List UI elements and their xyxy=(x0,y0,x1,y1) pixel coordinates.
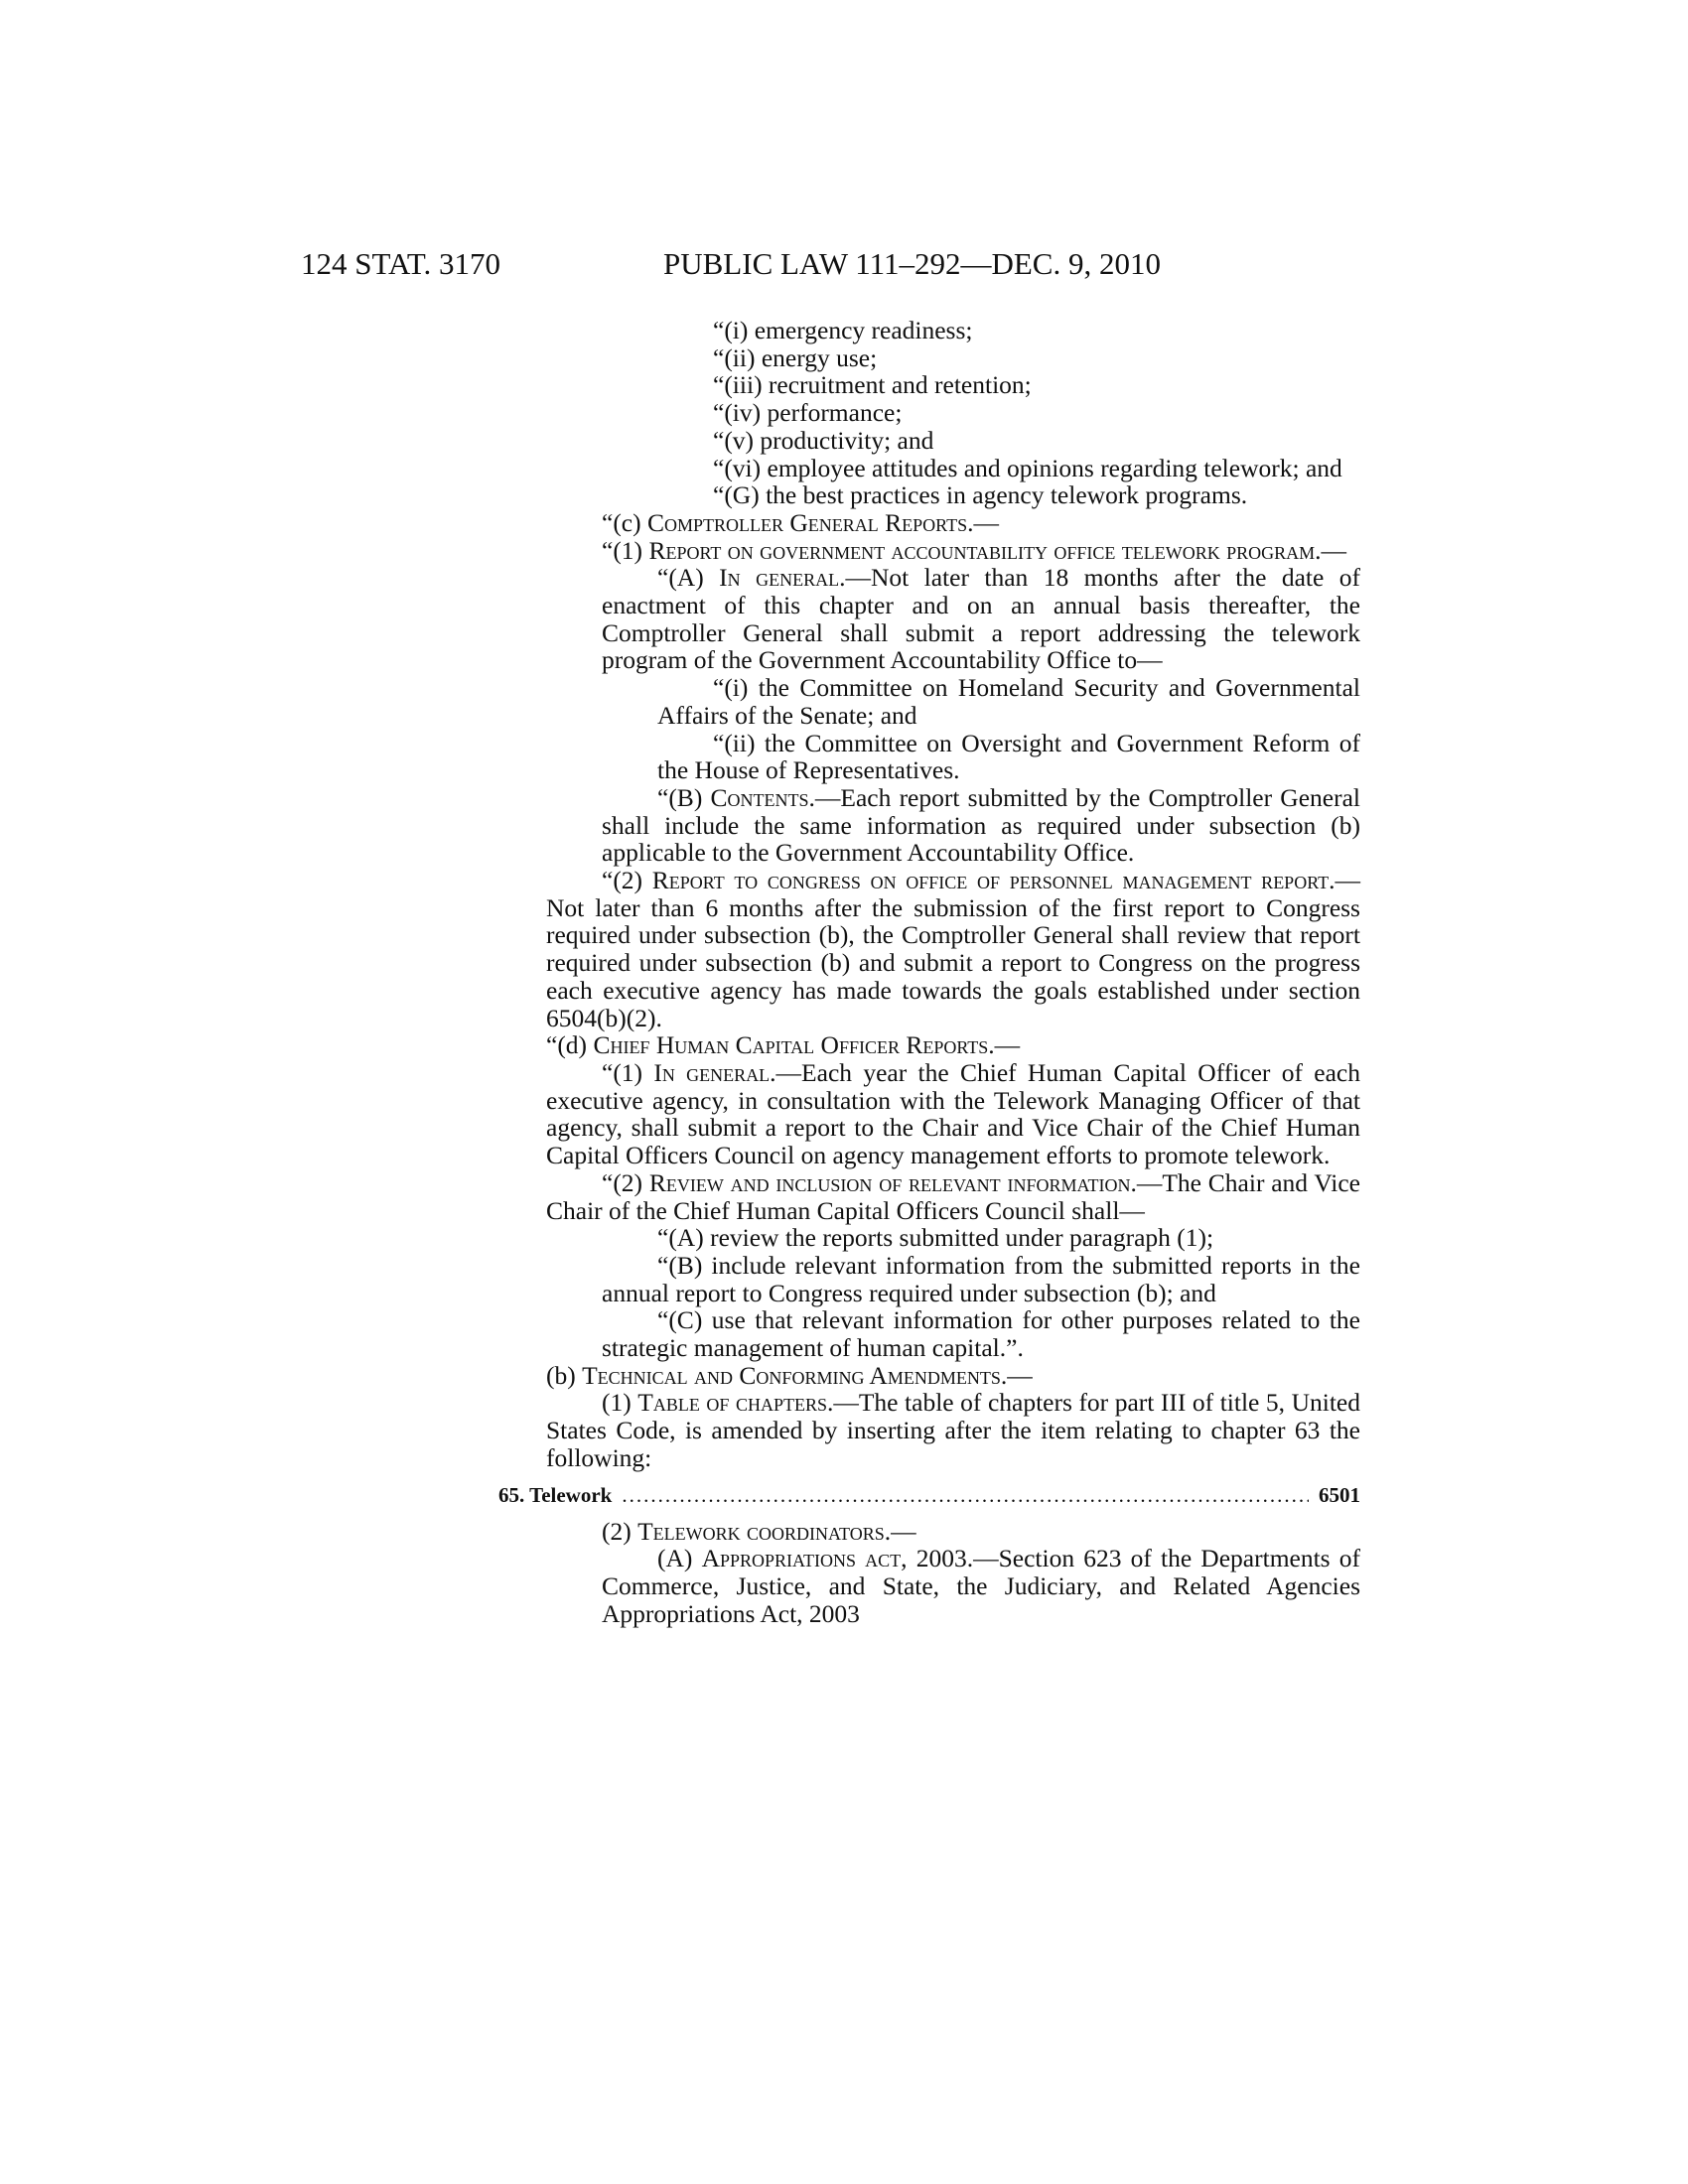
document-body xyxy=(498,316,1361,1628)
paragraph-heading: In general. xyxy=(653,1057,776,1087)
paragraph-text: “(A) review the reports submitted under paragraph (1); xyxy=(657,1223,1214,1253)
paragraph-text: “(v) productivity; and xyxy=(713,425,934,455)
paragraph-heading: Report to congress on office of personnel management report. xyxy=(651,866,1336,895)
paragraph-text: —Each report submitted by the Comptroller General shall include the same information as required under subsection (b) applicable to the Government Accountability Office. xyxy=(602,782,1360,868)
paragraph-text: Comptroller General Reports.— xyxy=(647,507,999,537)
paragraph xyxy=(546,427,1360,455)
paragraph-text: “(iii) recruitment and retention; xyxy=(713,370,1032,400)
paragraph xyxy=(546,1545,1360,1627)
paragraph xyxy=(546,481,1360,509)
paragraph-text: “(ii) the Committee on Oversight and Government Reform of the House of Representatives. xyxy=(657,728,1360,785)
paragraph-heading: Appropriations act, 2003. xyxy=(701,1544,974,1573)
chapter-label: 65. Telework xyxy=(498,1482,613,1507)
paragraph-designator: “(2) xyxy=(602,1167,649,1197)
paragraph-text: Telework coordinators.— xyxy=(637,1516,916,1546)
paragraph-text: “(iv) performance; xyxy=(713,398,903,428)
table-of-chapters-entry xyxy=(498,1482,1360,1512)
paragraph xyxy=(546,344,1360,372)
paragraph xyxy=(546,1389,1360,1471)
paragraph xyxy=(546,509,1360,537)
paragraph-text: “(G) the best practices in agency telework programs. xyxy=(713,480,1248,510)
paragraph-text: “(i) emergency readiness; xyxy=(713,316,973,344)
paragraph xyxy=(546,1059,1360,1169)
paragraph xyxy=(546,1518,1360,1546)
paragraph xyxy=(546,455,1360,482)
paragraph-designator: (1) xyxy=(602,1388,638,1418)
paragraph-text: “(vi) employee attitudes and opinions regarding telework; and xyxy=(713,453,1342,482)
paragraph-designator: (2) xyxy=(602,1516,638,1546)
running-header xyxy=(0,246,1688,286)
paragraph-heading: In general. xyxy=(719,563,846,593)
paragraph xyxy=(546,371,1360,399)
paragraph xyxy=(546,399,1360,427)
paragraph xyxy=(546,1224,1360,1252)
paragraph xyxy=(546,784,1360,867)
chapter-section-number: 6501 xyxy=(1319,1482,1360,1507)
paragraph-designator: (A) xyxy=(657,1544,702,1573)
stat-reference: 124 STAT. 3170 xyxy=(301,246,501,281)
paragraph xyxy=(546,1169,1360,1224)
paragraph xyxy=(546,537,1360,565)
paragraph-designator: “(B) xyxy=(657,782,711,812)
paragraph xyxy=(546,674,1360,729)
paragraph-text: Technical and Conforming Amendments.— xyxy=(582,1360,1033,1390)
paragraph xyxy=(546,317,1360,344)
paragraph xyxy=(546,1031,1360,1059)
paragraph-text: —The table of chapters for part III of title 5, United States Code, is amended by inserting after the item relating to chapter 63 the following: xyxy=(546,1388,1360,1472)
paragraph-text: —The Chair and Vice Chair of the Chief Human Capital Officers Council shall— xyxy=(546,1167,1360,1225)
paragraph-text: —Not later than 6 months after the submission of the first report to Congress required under subsection (b), the Comptroller General shall review that report required under subsection (b) and submit a report to Congress on the progress each executive agency has made towards the goals established under section 6504(b)(2). xyxy=(546,866,1360,1032)
paragraph-text: Chief Human Capital Officer Reports.— xyxy=(593,1030,1021,1060)
paragraph-designator: “(1) xyxy=(602,1057,654,1087)
paragraph-text: Report on government accountability office telework program.— xyxy=(648,535,1347,565)
paragraph-text: “(C) use that relevant information for other purposes related to the strategic management of human capital.”. xyxy=(602,1305,1360,1363)
paragraph-text: “(ii) energy use; xyxy=(713,342,878,372)
paragraph xyxy=(546,564,1360,674)
paragraph xyxy=(546,730,1360,784)
paragraph-text: —Each year the Chief Human Capital Officer of each executive agency, in consultation with the Telework Managing Officer of that agency, shall submit a report to the Chair and Vice Chair of the Chief Human Capital Officers Council on agency management efforts to promote telework. xyxy=(546,1057,1360,1170)
paragraph-text: —Not later than 18 months after the date of enactment of this chapter and on an annual basis thereafter, the Comptroller General shall submit a report addressing the telework program of the Government Accountability Office to— xyxy=(602,563,1361,675)
dot-leader xyxy=(622,1482,1309,1510)
paragraph-text: —Section 623 of the Departments of Commerce, Justice, and State, the Judiciary, and Related Agencies Appropriations Act, 2003 xyxy=(602,1544,1360,1628)
paragraph-designator: (b) xyxy=(546,1360,583,1390)
paragraph-designator: “(c) xyxy=(602,507,647,537)
paragraph xyxy=(546,867,1360,1031)
law-title: PUBLIC LAW 111–292—DEC. 9, 2010 xyxy=(663,246,1161,281)
paragraph xyxy=(546,1362,1360,1390)
paragraph-heading: Table of chapters. xyxy=(637,1388,834,1418)
paragraph-text: “(i) the Committee on Homeland Security and Governmental Affairs of the Senate; and xyxy=(657,673,1360,730)
paragraph-designator: “(A) xyxy=(657,563,720,593)
paragraph-designator: “(1) xyxy=(602,535,649,565)
paragraph-heading: Review and inclusion of relevant information. xyxy=(648,1167,1137,1197)
paragraph-designator: “(d) xyxy=(546,1030,594,1060)
paragraph xyxy=(546,1252,1360,1306)
paragraph-heading: Contents. xyxy=(710,782,815,812)
paragraph-text: “(B) include relevant information from the submitted reports in the annual report to Congress required under subsection (b); and xyxy=(602,1250,1360,1307)
paragraph xyxy=(546,1306,1360,1361)
paragraph-designator: “(2) xyxy=(602,866,652,895)
